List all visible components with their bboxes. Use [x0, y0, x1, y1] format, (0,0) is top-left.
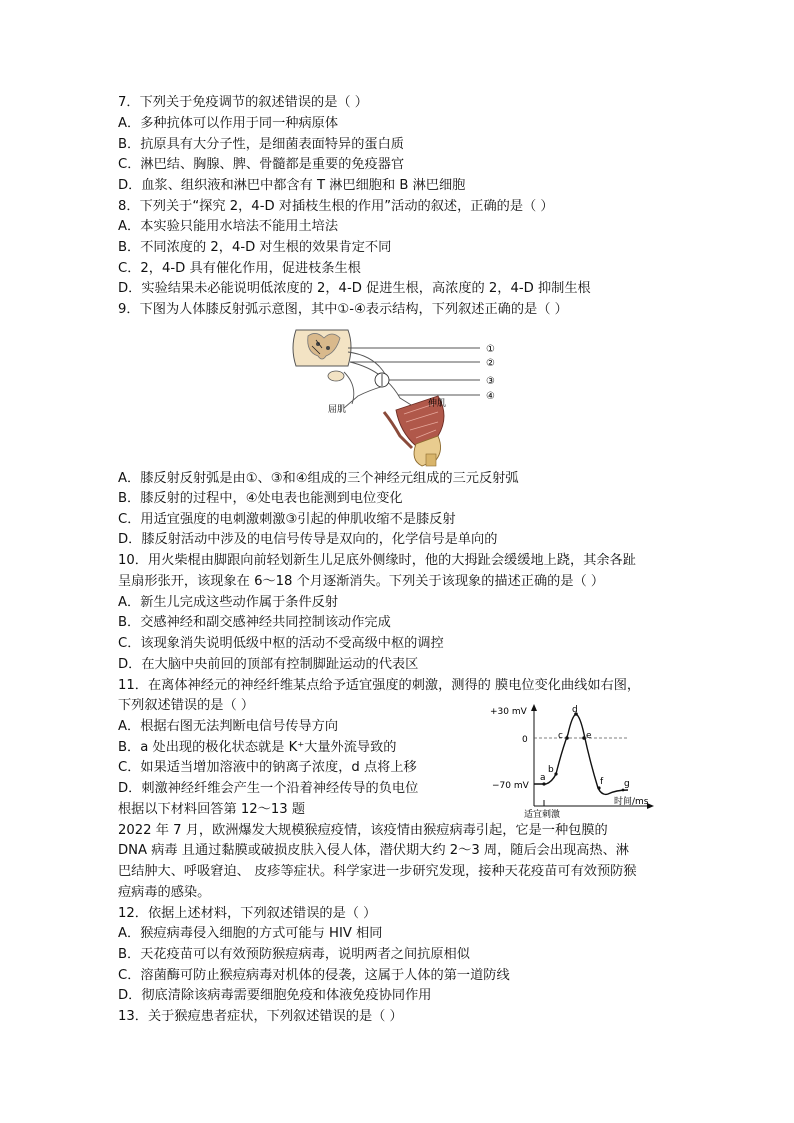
q10-stem-line1: 10．用火柴棍由脚跟向前轻划新生儿足底外侧缘时，他的大拇趾会缓缓地上跷，其余各趾 [118, 553, 636, 568]
q7-option-a: A．多种抗体可以作用于同一种病原体 [118, 116, 339, 131]
q9-option-c: C．用适宜强度的电刺激刺激③引起的伸肌收缩不是膝反射 [118, 512, 456, 527]
q7-stem: 7．下列关于免疫调节的叙述错误的是（ ） [118, 95, 368, 110]
diagram-label-3: ③ [486, 376, 495, 387]
q11-option-a: A．根据右图无法判断电信号传导方向 [118, 719, 339, 734]
q10-stem-line2: 呈扇形张开，该现象在 6～18 个月逐渐消失。下列关于该现象的描述正确的是（ ） [118, 574, 605, 589]
q9-option-d: D．膝反射活动中涉及的电信号传导是双向的，化学信号是单向的 [118, 532, 498, 547]
q8-option-a: A．本实验只能用水培法不能用土培法 [118, 219, 339, 234]
q8-option-c: C．2，4-D 具有催化作用，促进枝条生根 [118, 261, 361, 276]
material-line3: 巴结肿大、呼吸窘迫、 皮疹等症状。科学家进一步研究发现，接种天花疫苗可有效预防猴 [118, 864, 637, 879]
q12-stem: 12．依据上述材料，下列叙述错误的是（ ） [118, 906, 377, 921]
q10-option-b: B．交感神经和副交感神经共同控制该动作完成 [118, 615, 391, 630]
q7-option-c: C．淋巴结、胸腺、脾、骨髓都是重要的免疫器官 [118, 157, 405, 172]
q8-option-b: B．不同浓度的 2，4-D 对生根的效果肯定不同 [118, 240, 392, 255]
y-axis-zero-label: 0 [522, 735, 528, 745]
q11-option-d: D．刺激神经纤维会产生一个沿着神经传导的负电位 [118, 781, 419, 796]
y-axis-bottom-label: −70 mV [492, 781, 529, 791]
q12-option-a: A．猴痘病毒侵入细胞的方式可能与 HIV 相同 [118, 926, 383, 941]
extensor-label: 伸肌 [428, 399, 447, 409]
point-label-e: e [586, 731, 592, 741]
membrane-potential-graph [478, 700, 658, 820]
material-line2: DNA 病毒 且通过黏膜或破损皮肤入侵人体，潜伏期大约 2～3 周，随后会出现高热、淋 [118, 843, 629, 858]
q12-option-d: D．彻底清除该病毒需要细胞免疫和体液免疫协同作用 [118, 988, 432, 1003]
diagram-label-1: ① [486, 344, 495, 355]
q11-stem-line1: 11．在离体神经元的神经纤维某点给予适宜强度的刺激，测得的 膜电位变化曲线如右图， [118, 678, 641, 693]
q11-option-c: C．如果适当增加溶液中的钠离子浓度，d 点将上移 [118, 760, 417, 775]
q13-stem: 13．关于猴痘患者症状，下列叙述错误的是（ ） [118, 1009, 403, 1024]
point-label-d: d [572, 705, 578, 715]
point-label-f: f [600, 777, 604, 787]
q12-option-c: C．溶菌酶可防止猴痘病毒对机体的侵袭，这属于人体的第一道防线 [118, 968, 510, 983]
q10-option-a: A．新生儿完成这些动作属于条件反射 [118, 595, 339, 610]
point-label-c: c [558, 731, 563, 741]
q9-option-b: B．膝反射的过程中，④处电表也能测到电位变化 [118, 491, 403, 506]
q7-option-d: D．血浆、组织液和淋巴中都含有 T 淋巴细胞和 B 淋巴细胞 [118, 178, 466, 193]
q11-stem-line2: 下列叙述错误的是（ ） [118, 698, 255, 713]
q11-option-b: B．a 处出现的极化状态就是 K⁺大量外流导致的 [118, 740, 397, 755]
knee-reflex-diagram [288, 326, 510, 468]
q8-stem: 8．下列关于“探究 2，4-D 对插枝生根的作用”活动的叙述，正确的是（ ） [118, 199, 554, 214]
x-axis-label: 时间/ms [614, 797, 649, 807]
q10-option-d: D．在大脑中央前回的顶部有控制脚趾运动的代表区 [118, 657, 419, 672]
diagram-label-2: ② [486, 358, 495, 369]
point-label-a: a [540, 773, 546, 783]
y-axis-top-label: +30 mV [490, 707, 527, 717]
point-label-g: g [624, 779, 630, 789]
q10-option-c: C．该现象消失说明低级中枢的活动不受高级中枢的调控 [118, 636, 444, 651]
q9-stem: 9．下图为人体膝反射弧示意图，其中①-④表示结构，下列叙述正确的是（ ） [118, 302, 568, 317]
material-line4: 痘病毒的感染。 [118, 885, 211, 900]
point-label-b: b [548, 765, 554, 775]
material-line1: 2022 年 7 月，欧洲爆发大规模猴痘疫情，该疫情由猴痘病毒引起，它是一种包膜的 [118, 823, 608, 838]
q8-option-d: D．实验结果未必能说明低浓度的 2，4-D 促进生根，高浓度的 2，4-D 抑制生根 [118, 281, 591, 296]
q9-option-a: A．膝反射反射弧是由①、③和④组成的三个神经元组成的三元反射弧 [118, 471, 519, 486]
diagram-label-4: ④ [486, 391, 495, 402]
stimulus-label: 适宜刺激 [524, 810, 561, 820]
flexor-label: 屈肌 [328, 405, 347, 415]
material-intro: 根据以下材料回答第 12～13 题 [118, 802, 306, 817]
q7-option-b: B．抗原具有大分子性，是细菌表面特异的蛋白质 [118, 137, 404, 152]
q12-option-b: B．天花疫苗可以有效预防猴痘病毒，说明两者之间抗原相似 [118, 947, 470, 962]
